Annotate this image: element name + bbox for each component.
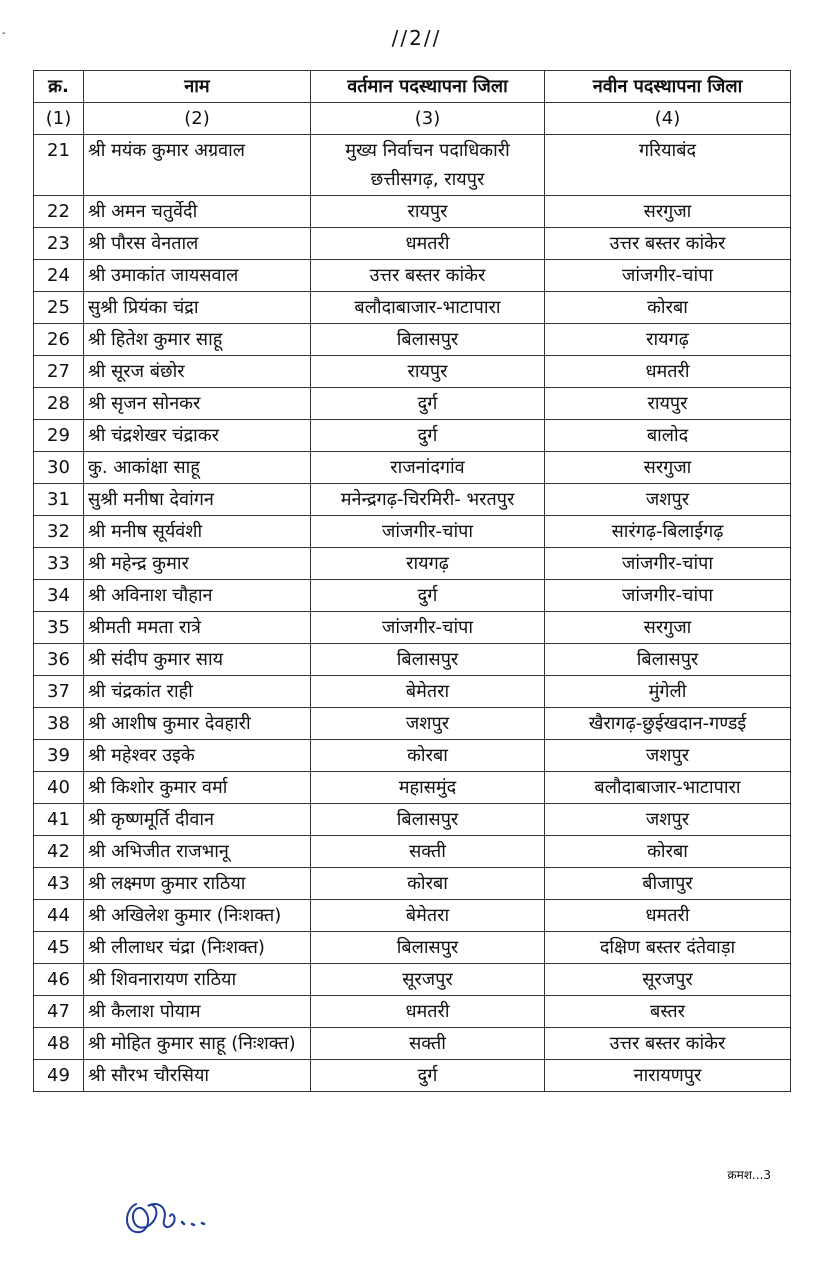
current-district-cell: कोरबा xyxy=(311,740,545,772)
table-row xyxy=(34,484,791,516)
officer-name-cell: श्री मनीष सूर्यवंशी xyxy=(84,516,311,548)
table-row xyxy=(34,388,791,420)
table-row xyxy=(34,1028,791,1060)
table-row xyxy=(34,612,791,644)
current-district-cell: रायपुर xyxy=(311,196,545,228)
officer-name-cell: सुश्री मनीषा देवांगन xyxy=(84,484,311,516)
current-district-cell: बेमेतरा xyxy=(311,676,545,708)
new-district-cell: रायगढ़ xyxy=(545,324,791,356)
serial-number-cell: 23 xyxy=(34,228,84,260)
current-district-cell: सक्ती xyxy=(311,836,545,868)
new-district-cell: बीजापुर xyxy=(545,868,791,900)
current-district-cell: महासमुंद xyxy=(311,772,545,804)
current-district-cell: दुर्ग xyxy=(311,580,545,612)
serial-number-cell: 38 xyxy=(34,708,84,740)
new-district-cell: बलौदाबाजार-भाटापारा xyxy=(545,772,791,804)
current-district-cell: दुर्ग xyxy=(311,420,545,452)
new-district-cell: खैरागढ़-छुईखदान-गण्डई xyxy=(545,708,791,740)
current-district-cell: रायपुर xyxy=(311,356,545,388)
serial-number-cell: 42 xyxy=(34,836,84,868)
current-district-cell: बिलासपुर xyxy=(311,644,545,676)
table-row xyxy=(34,996,791,1028)
officer-name-cell: श्री संदीप कुमार साय xyxy=(84,644,311,676)
serial-number-cell: 43 xyxy=(34,868,84,900)
serial-number-cell: 29 xyxy=(34,420,84,452)
serial-number-cell: 35 xyxy=(34,612,84,644)
new-district-cell: नारायणपुर xyxy=(545,1060,791,1092)
serial-number-cell: 45 xyxy=(34,932,84,964)
new-district-cell: सारंगढ़-बिलाईगढ़ xyxy=(545,516,791,548)
current-district-cell: बिलासपुर xyxy=(311,932,545,964)
table-row xyxy=(34,1060,791,1092)
serial-number-cell: 33 xyxy=(34,548,84,580)
new-district-cell: रायपुर xyxy=(545,388,791,420)
officer-name-cell: श्री उमाकांत जायसवाल xyxy=(84,260,311,292)
column-number: (1) xyxy=(34,103,84,135)
serial-number-cell: 27 xyxy=(34,356,84,388)
current-district-cell: सूरजपुर xyxy=(311,964,545,996)
officer-name-cell: श्री चंद्रशेखर चंद्राकर xyxy=(84,420,311,452)
officer-name-cell: श्री हितेश कुमार साहू xyxy=(84,324,311,356)
officer-name-cell: श्री अविनाश चौहान xyxy=(84,580,311,612)
serial-number-cell: 34 xyxy=(34,580,84,612)
officer-name-cell: श्री शिवनारायण राठिया xyxy=(84,964,311,996)
serial-number-cell: 49 xyxy=(34,1060,84,1092)
serial-number-cell: 25 xyxy=(34,292,84,324)
new-district-cell: सरगुजा xyxy=(545,452,791,484)
officer-name-cell: श्री अखिलेश कुमार (निःशक्त) xyxy=(84,900,311,932)
table-row xyxy=(34,836,791,868)
current-district-cell: कोरबा xyxy=(311,868,545,900)
current-district-cell: बिलासपुर xyxy=(311,324,545,356)
serial-number-cell: 44 xyxy=(34,900,84,932)
officer-name-cell: श्री पौरस वेनताल xyxy=(84,228,311,260)
new-district-cell: गरियाबंद xyxy=(545,135,791,196)
new-district-cell: कोरबा xyxy=(545,292,791,324)
officer-name-cell: श्री चंद्रकांत राही xyxy=(84,676,311,708)
table-row xyxy=(34,676,791,708)
serial-number-cell: 48 xyxy=(34,1028,84,1060)
serial-number-cell: 46 xyxy=(34,964,84,996)
column-number: (4) xyxy=(545,103,791,135)
officer-name-cell: श्री सौरभ चौरसिया xyxy=(84,1060,311,1092)
current-district-cell: रायगढ़ xyxy=(311,548,545,580)
column-number-row xyxy=(34,103,791,135)
serial-number-cell: 26 xyxy=(34,324,84,356)
serial-number-cell: 32 xyxy=(34,516,84,548)
header-new-district: नवीन पदस्थापना जिला xyxy=(545,71,791,103)
header-current-district: वर्तमान पदस्थापना जिला xyxy=(311,71,545,103)
serial-number-cell: 31 xyxy=(34,484,84,516)
table-row xyxy=(34,135,791,196)
column-number: (2) xyxy=(84,103,311,135)
officer-name-cell: श्री सृजन सोनकर xyxy=(84,388,311,420)
table-row xyxy=(34,804,791,836)
current-district-cell: मुख्य निर्वाचन पदाधिकारी छत्तीसगढ़, रायपुर xyxy=(311,135,545,196)
new-district-cell: सूरजपुर xyxy=(545,964,791,996)
officer-name-cell: श्री सूरज बंछोर xyxy=(84,356,311,388)
current-district-cell: सक्ती xyxy=(311,1028,545,1060)
table-row xyxy=(34,644,791,676)
officer-name-cell: श्रीमती ममता रात्रे xyxy=(84,612,311,644)
officer-name-cell: श्री कैलाश पोयाम xyxy=(84,996,311,1028)
table-row xyxy=(34,900,791,932)
current-district-cell: राजनांदगांव xyxy=(311,452,545,484)
officer-name-cell: श्री लीलाधर चंद्रा (निःशक्त) xyxy=(84,932,311,964)
serial-number-cell: 28 xyxy=(34,388,84,420)
new-district-cell: जांजगीर-चांपा xyxy=(545,548,791,580)
officer-name-cell: श्री अभिजीत राजभानू xyxy=(84,836,311,868)
new-district-cell: जशपुर xyxy=(545,740,791,772)
current-district-cell: धमतरी xyxy=(311,996,545,1028)
current-district-cell: दुर्ग xyxy=(311,1060,545,1092)
officer-name-cell: श्री मयंक कुमार अग्रवाल xyxy=(84,135,311,196)
new-district-cell: मुंगेली xyxy=(545,676,791,708)
officer-name-cell: श्री मोहित कुमार साहू (निःशक्त) xyxy=(84,1028,311,1060)
current-district-cell: बेमेतरा xyxy=(311,900,545,932)
table-row xyxy=(34,708,791,740)
continued-note: क्रमश...3 xyxy=(727,1168,771,1182)
table-row xyxy=(34,932,791,964)
current-district-cell: जांजगीर-चांपा xyxy=(311,516,545,548)
serial-number-cell: 37 xyxy=(34,676,84,708)
table-row xyxy=(34,228,791,260)
new-district-cell: उत्तर बस्तर कांकेर xyxy=(545,228,791,260)
serial-number-cell: 41 xyxy=(34,804,84,836)
current-district-cell: बिलासपुर xyxy=(311,804,545,836)
new-district-cell: जशपुर xyxy=(545,484,791,516)
table-row xyxy=(34,772,791,804)
table-row xyxy=(34,324,791,356)
officer-name-cell: सुश्री प्रियंका चंद्रा xyxy=(84,292,311,324)
serial-number-cell: 21 xyxy=(34,135,84,196)
officer-name-cell: श्री अमन चतुर्वेदी xyxy=(84,196,311,228)
table-body xyxy=(34,135,791,1092)
serial-number-cell: 22 xyxy=(34,196,84,228)
current-district-cell: जशपुर xyxy=(311,708,545,740)
table-row xyxy=(34,964,791,996)
current-district-cell: दुर्ग xyxy=(311,388,545,420)
new-district-cell: सरगुजा xyxy=(545,612,791,644)
serial-number-cell: 47 xyxy=(34,996,84,1028)
table-header-row xyxy=(34,71,791,103)
serial-number-cell: 40 xyxy=(34,772,84,804)
new-district-cell: सरगुजा xyxy=(545,196,791,228)
officer-name-cell: कु. आकांक्षा साहू xyxy=(84,452,311,484)
new-district-cell: धमतरी xyxy=(545,900,791,932)
officer-name-cell: श्री महेन्द्र कुमार xyxy=(84,548,311,580)
serial-number-cell: 39 xyxy=(34,740,84,772)
header-serial: क्र. xyxy=(34,71,84,103)
officer-name-cell: श्री लक्ष्मण कुमार राठिया xyxy=(84,868,311,900)
officer-name-cell: श्री कृष्णमूर्ति दीवान xyxy=(84,804,311,836)
corner-mark: - xyxy=(2,28,6,39)
current-district-cell: उत्तर बस्तर कांकेर xyxy=(311,260,545,292)
table-row xyxy=(34,260,791,292)
header-name: नाम xyxy=(84,71,311,103)
table-row xyxy=(34,868,791,900)
table-row xyxy=(34,292,791,324)
new-district-cell: बिलासपुर xyxy=(545,644,791,676)
table-row xyxy=(34,196,791,228)
officer-name-cell: श्री आशीष कुमार देवहारी xyxy=(84,708,311,740)
current-district-cell: जांजगीर-चांपा xyxy=(311,612,545,644)
officer-name-cell: श्री महेश्वर उइके xyxy=(84,740,311,772)
page-number: //2// xyxy=(391,26,442,50)
current-district-cell: बलौदाबाजार-भाटापारा xyxy=(311,292,545,324)
serial-number-cell: 24 xyxy=(34,260,84,292)
column-number: (3) xyxy=(311,103,545,135)
table-row xyxy=(34,420,791,452)
serial-number-cell: 30 xyxy=(34,452,84,484)
transfer-table xyxy=(33,70,791,1092)
new-district-cell: दक्षिण बस्तर दंतेवाड़ा xyxy=(545,932,791,964)
table-row xyxy=(34,740,791,772)
table-row xyxy=(34,580,791,612)
new-district-cell: कोरबा xyxy=(545,836,791,868)
new-district-cell: जांजगीर-चांपा xyxy=(545,580,791,612)
new-district-cell: बालोद xyxy=(545,420,791,452)
new-district-cell: उत्तर बस्तर कांकेर xyxy=(545,1028,791,1060)
current-district-cell: धमतरी xyxy=(311,228,545,260)
new-district-cell: धमतरी xyxy=(545,356,791,388)
new-district-cell: बस्तर xyxy=(545,996,791,1028)
table-row xyxy=(34,452,791,484)
table-row xyxy=(34,516,791,548)
new-district-cell: जशपुर xyxy=(545,804,791,836)
new-district-cell: जांजगीर-चांपा xyxy=(545,260,791,292)
current-district-cell: मनेन्द्रगढ़-चिरमिरी- भरतपुर xyxy=(311,484,545,516)
table-row xyxy=(34,356,791,388)
table-row xyxy=(34,548,791,580)
serial-number-cell: 36 xyxy=(34,644,84,676)
signature-image xyxy=(118,1182,228,1242)
officer-name-cell: श्री किशोर कुमार वर्मा xyxy=(84,772,311,804)
